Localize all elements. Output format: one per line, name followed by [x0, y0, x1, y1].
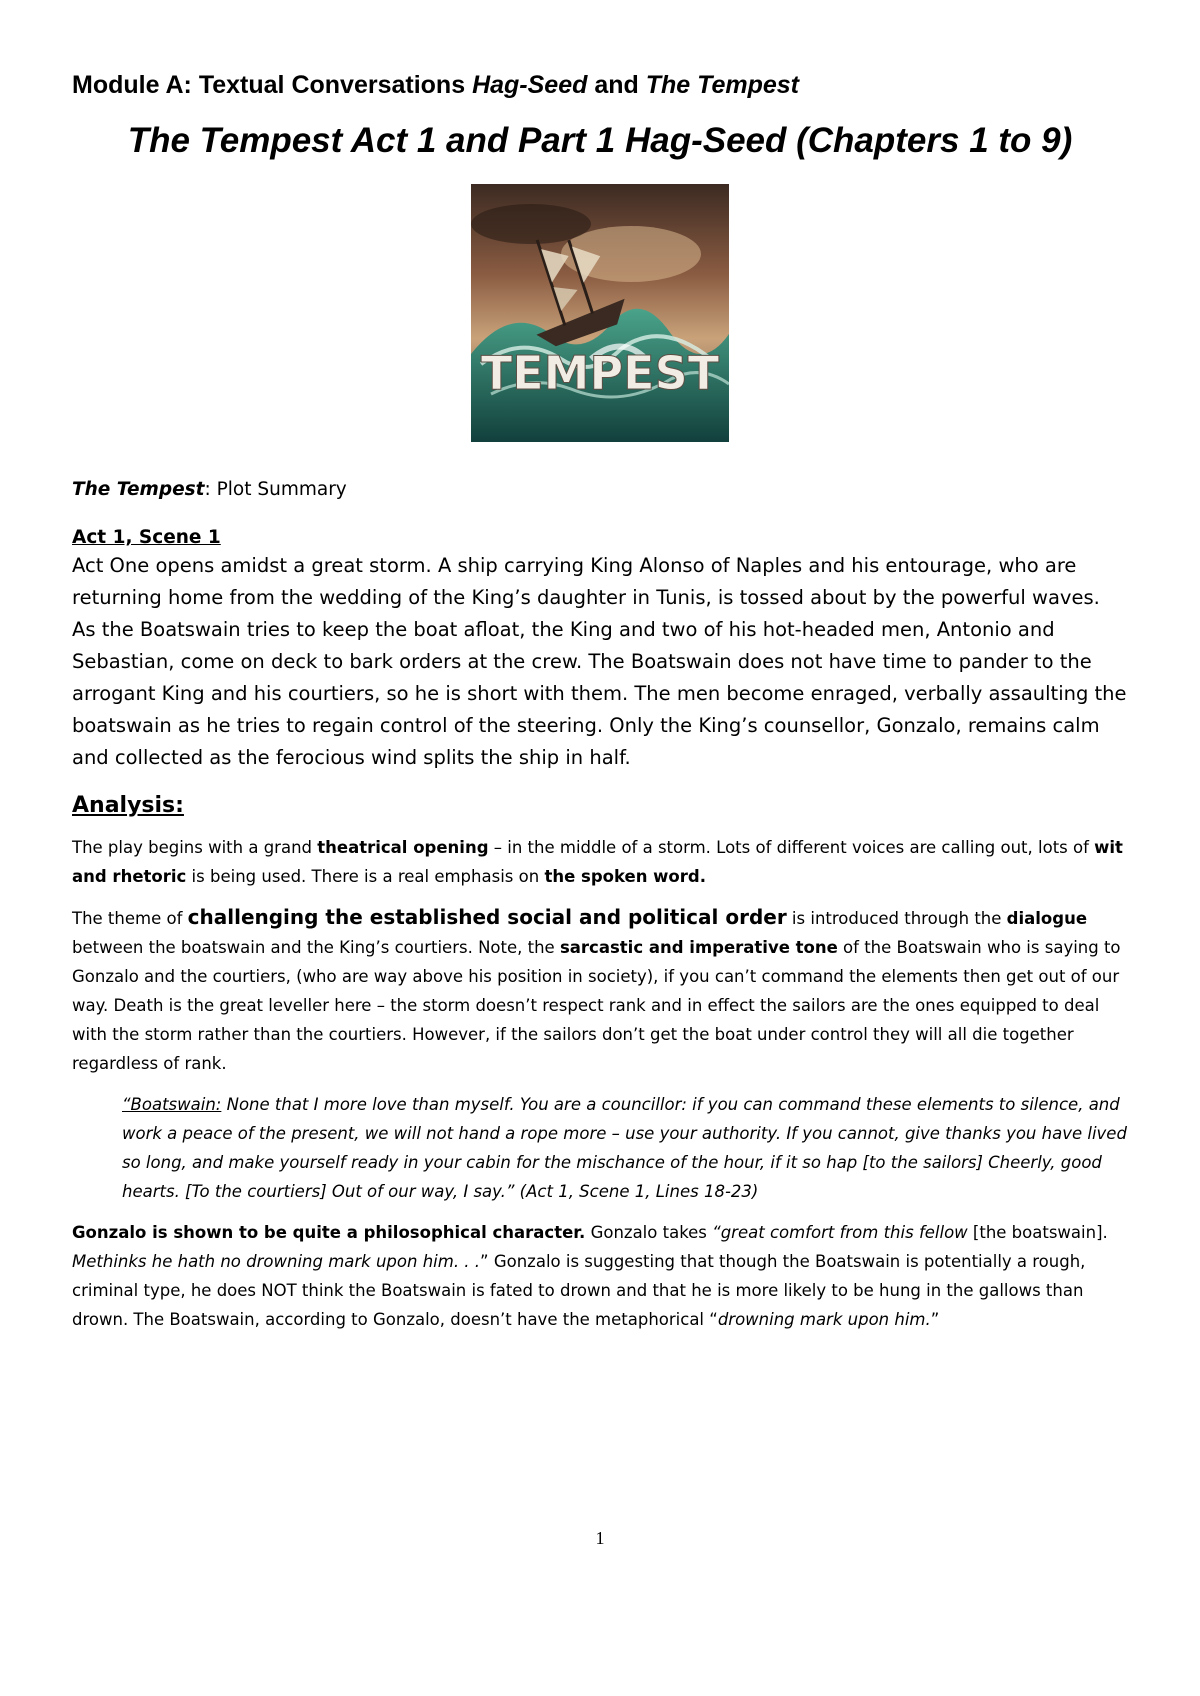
- page-number: 1: [595, 1528, 605, 1548]
- analysis-paragraph-2: The theme of challenging the established social and political order is introduced through the dialogue between the boatswain and the King’s courtiers. Note, the sarcastic and imperative tone of the Boatswain who is saying to Gonzalo and the courtiers, (who are way above his position in society), if you can’t command the elements then get out of our way. Death is the great leveller here – the storm doesn’t respect rank and in effect the sailors are the ones equipped to deal with the storm rather than the courtiers. However, if the sailors don’t get the boat under control they will all die together regardless of rank.: [72, 904, 1121, 1073]
- cover-title-text: TEMPEST: [480, 346, 720, 400]
- analysis-heading: Analysis:: [72, 793, 184, 819]
- scene-summary-paragraph: Act One opens amidst a great storm. A ship carrying King Alonso of Naples and his entourage, who are returning home from the wedding of the King’s daughter in Tunis, is tossed about by the powerful waves. As the Boatswain tries to keep the boat afloat, the King and two of his hot-headed men, Antonio and Sebastian, come on deck to bark orders at the crew. The Boatswain does not have time to pander to the arrogant King and his courtiers, so he is short with them. The men become enraged, verbally assaulting the boatswain as he tries to regain control of the steering. Only the King’s counsellor, Gonzalo, remains calm and collected as the ferocious wind splits the ship in half.: [72, 554, 1127, 770]
- main-title: The Tempest Act 1 and Part 1 Hag-Seed (Chapters 1 to 9): [127, 121, 1073, 160]
- tempest-cover-image: [471, 184, 729, 442]
- plot-summary-heading: The Tempest: Plot Summary: [72, 479, 347, 500]
- module-title: Module A: Textual Conversations Hag-Seed and The Tempest: [72, 71, 799, 99]
- scene-heading: Act 1, Scene 1: [72, 527, 221, 549]
- analysis-paragraph-1: The play begins with a grand theatrical opening – in the middle of a storm. Lots of different voices are calling out, lots of wit and rhetoric is being used. There is a real emphasis on the spoken word.: [72, 837, 1123, 886]
- boatswain-quote: “Boatswain: None that I more love than myself. You are a councillor: if you can command these elements to silence, and work a peace of the present, we will not hand a rope more – use your authority. If you cannot, give thanks you have lived so long, and make yourself ready in your cabin for the mischance of the hour, if it so hap [to the sailors] Cheerly, good hearts. [To the courtiers] Out of our way, I say.” (Act 1, Scene 1, Lines 18-23): [122, 1094, 1127, 1201]
- analysis-paragraph-3: Gonzalo is shown to be quite a philosophical character. Gonzalo takes “great comfort from this fellow [the boatswain]. Methinks he hath no drowning mark upon him. . .” Gonzalo is suggesting that though the Boatswain is potentially a rough, criminal type, he does NOT think the Boatswain is fated to drown and that he is more likely to be hung in the gallows than drown. The Boatswain, according to Gonzalo, doesn’t have the metaphorical “drowning mark upon him.”: [72, 1222, 1108, 1329]
